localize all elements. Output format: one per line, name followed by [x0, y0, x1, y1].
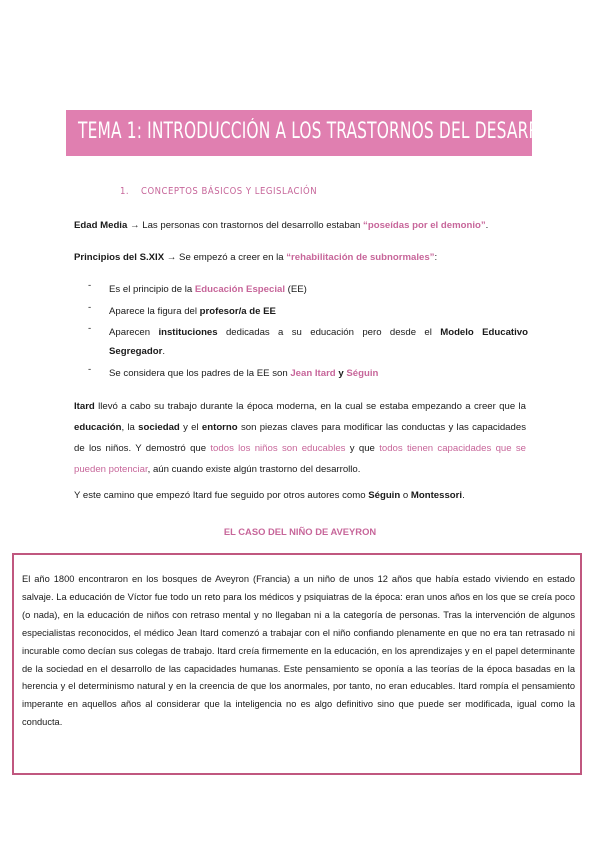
- principios-paragraph: [74, 250, 437, 266]
- camino-paragraph: [74, 488, 465, 504]
- edad-media-term: Edad Media: [74, 220, 128, 231]
- case-box: [12, 553, 582, 775]
- section-label: CONCEPTOS BÁSICOS Y LEGISLACIÓN: [141, 186, 318, 197]
- principios-highlight: “rehabilitación de subnormales”: [286, 252, 435, 263]
- camino-text: Y este camino que empezó Itard fue seguido por otros autores como: [74, 490, 366, 501]
- section-heading: [120, 186, 317, 197]
- arrow: →: [129, 220, 140, 231]
- list-text: Aparece la figura del: [109, 306, 197, 317]
- principios-term: Principios del S.XIX: [74, 252, 165, 263]
- edad-media-highlight: “poseídas por el demonio”: [363, 220, 486, 231]
- itard-text: , la: [121, 422, 135, 433]
- itard-bold: educación: [74, 422, 122, 433]
- period: .: [162, 346, 165, 357]
- itard-highlight: todos tienen capacidades que se pueden potenciar: [74, 443, 527, 475]
- colon: :: [434, 252, 438, 263]
- dash-bullet: -: [88, 280, 92, 291]
- list-bold: instituciones: [158, 327, 218, 338]
- period: .: [462, 490, 465, 501]
- list-bold: Modelo Educativo Segregador: [109, 327, 528, 357]
- principios-text: Se empezó a creer en la: [179, 252, 284, 263]
- itard-text: son piezas claves para modificar las conductas y las capacidades de los niños. Y demostró que: [74, 422, 526, 454]
- itard-text: y el: [183, 422, 199, 433]
- list-bold: y: [338, 368, 344, 379]
- camino-text: o: [402, 490, 409, 501]
- edad-media-paragraph: [74, 218, 488, 234]
- camino-bold: Séguin: [368, 490, 401, 501]
- list-bold: profesor/a de EE: [199, 306, 276, 317]
- list-highlight: Séguin: [346, 368, 379, 379]
- dash-bullet: -: [88, 323, 92, 334]
- title-banner: [66, 110, 581, 156]
- list-highlight: Educación Especial: [194, 284, 285, 295]
- list-text: dedicadas a su educación pero desde el: [225, 327, 432, 338]
- itard-bold: Itard: [74, 401, 95, 412]
- period: .: [485, 220, 489, 231]
- itard-highlight: todos los niños son educables: [210, 443, 346, 454]
- list-highlight: Jean Itard: [290, 368, 336, 379]
- list-text: (EE): [287, 284, 307, 295]
- dash-bullet: -: [88, 302, 92, 313]
- arrow: →: [166, 252, 177, 263]
- page-title: TEMA 1: INTRODUCCIÓN A LOS TRASTORNOS DEL DESARROLLO: [78, 119, 581, 144]
- itard-bold: entorno: [201, 422, 238, 433]
- dash-bullet: -: [88, 364, 92, 375]
- itard-text: , aún cuando existe algún trastorno del desarrollo.: [147, 464, 361, 475]
- list-text: Se considera que los padres de la EE son: [109, 368, 288, 379]
- case-title: EL CASO DEL NIÑO DE AVEYRON: [223, 526, 377, 537]
- section-number: 1.: [120, 186, 130, 197]
- itard-paragraph: [74, 396, 526, 480]
- itard-text: y que: [349, 443, 375, 454]
- itard-bold: sociedad: [138, 422, 180, 433]
- list-text: Es el principio de la: [109, 284, 193, 295]
- edad-media-text: Las personas con trastornos del desarrollo estaban: [142, 220, 361, 231]
- camino-bold: Montessori: [410, 490, 463, 501]
- list-text: Aparecen: [109, 327, 151, 338]
- itard-text: llevó a cabo su trabajo durante la época moderna, en la cual se estaba empezando a creer que la: [98, 401, 526, 412]
- case-text: El año 1800 encontraron en los bosques de Aveyron (Francia) a un niño de unos 12 años que había estado viviendo en estado salvaje. La educación de Víctor fue todo un reto para los médicos y psiquiatras de la época: eran unos años en los que se creía poco (o nada), en la educación de niños con retraso mental y no llegaban ni a la categoría de personas. Tras la intervención de algunos especialistas reconocidos, el médico Jean Itard comenzó a trabajar con el niño confiando plenamente en que no era tan retrasado ni incurable como decían sus colegas de trabajo. Itard creía firmemente en la educación, en los aprendizajes y en el papel determinante de la sociedad en el desarrollo de las capacidades humanas. Este pensamiento se oponía a las teorías de la época basadas en la herencia y el determinismo natural y en la creencia de que los anormales, por tanto, no eran educables. Itard rompía el pensamiento imperante en aquellos años al considerar que la inteligencia no es algo definitivo sino que puede ser modificada, igual como la conducta.: [22, 574, 575, 728]
